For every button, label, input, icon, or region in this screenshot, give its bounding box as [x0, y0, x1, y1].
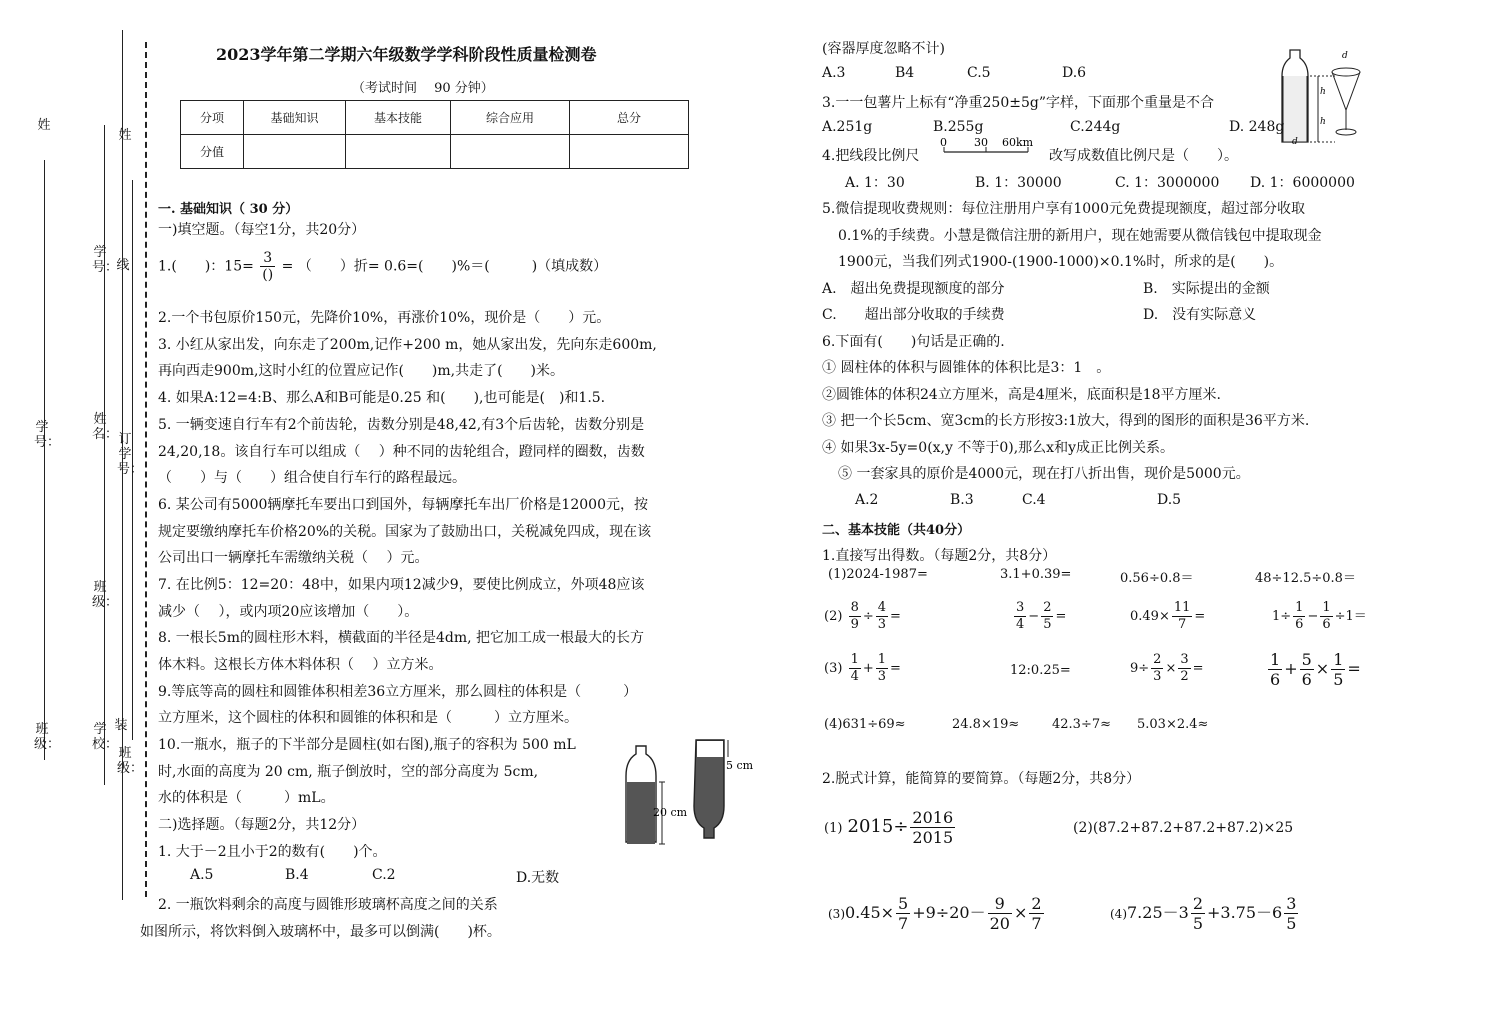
scale-label-0: 0 — [940, 136, 947, 149]
expr-1-pre: 2015÷ — [847, 816, 909, 837]
question-5-line2: 24,20,18。该自行车可以组成（ ）种不同的齿轮组合，蹬同样的圈数，齿数 — [158, 444, 645, 460]
margin-line-3 — [44, 160, 45, 760]
choice-heading: 二)选择题。（每题2分，共12分） — [158, 817, 366, 833]
margin-label-class-2: 班级： — [34, 722, 61, 752]
frac-den: 5 — [1043, 617, 1052, 632]
step-calc-heading: 2.脱式计算，能简算的要简算。（每题2分，共8分） — [822, 771, 1141, 787]
q1-part-b: = （ ）折= 0.6=( )%＝( )（填成数） — [281, 258, 608, 275]
frac-num: 3 — [1286, 894, 1297, 913]
question-2: 2.一个书包原价150元，先降价10%，再涨价10%，现价是（ ）元。 — [158, 310, 611, 326]
frac-num: 2 — [1192, 894, 1203, 913]
expr-3-pre: 0.45× — [845, 903, 895, 922]
choice-2-line1: 2. 一瓶饮料剩余的高度与圆锥形玻璃杯高度之间的关系 — [158, 897, 498, 913]
frac-num: 9 — [988, 894, 1012, 914]
margin-label-name-2: 姓 — [118, 128, 132, 143]
frac-num: 5 — [898, 894, 909, 913]
calc-1-3: 0.56÷0.8＝ — [1120, 571, 1194, 586]
choice-1-opt-b: B.4 — [285, 867, 309, 883]
calc-3-2: 12:0.25= — [1010, 663, 1071, 678]
frac-den: 5 — [1333, 670, 1344, 689]
q1-num: 3 — [260, 250, 275, 267]
part2-heading: 二、基本技能（共40分） — [822, 523, 971, 538]
score-cell — [570, 135, 689, 169]
frac-num: 2016 — [912, 808, 954, 827]
frac-den: 7 — [1177, 617, 1187, 632]
calc-2-4-post: ÷1＝ — [1334, 609, 1367, 624]
choice-2-opt-c: C.5 — [967, 65, 991, 81]
question-10-line2: 时,水面的高度为 20 cm, 瓶子倒放时，空的部分高度为 5cm, — [158, 764, 539, 780]
fig-h-label-1: h — [1320, 87, 1326, 97]
fig-h-label-2: h — [1320, 117, 1326, 127]
expr-3-label: (3) — [828, 907, 845, 921]
margin-label-student-name: 姓名： — [92, 412, 119, 442]
fig-d-label-2: d — [1292, 137, 1298, 146]
question-1 — [158, 250, 607, 283]
fig-20cm-label: 20 cm — [653, 806, 688, 819]
expr-3-mid: +9÷20－ — [912, 903, 986, 922]
calc-2-3-pre: 0.49× — [1130, 609, 1170, 624]
frac-den: 2 — [1180, 669, 1189, 684]
frac-den: 4 — [1016, 617, 1025, 632]
fig-d-label: d — [1342, 51, 1348, 61]
q1-den: () — [262, 267, 274, 283]
choice-6-opt-a: A.2 — [855, 492, 879, 508]
question-7-line2: 减少（ ），或内项20应该增加（ ）。 — [158, 604, 419, 620]
calc-2-4-pre: 1÷ — [1272, 609, 1292, 624]
margin-label-class: 班级： — [92, 580, 119, 610]
exam-time: （考试时间 90 分钟） — [352, 81, 494, 96]
choice-5-opt-d: D. 没有实际意义 — [1143, 307, 1257, 323]
frac-num: 5 — [1301, 650, 1312, 669]
page-title: 2023学年第二学期六年级数学学科阶段性质量检测卷 — [216, 45, 597, 64]
frac-num: 1 — [1333, 650, 1344, 669]
scale-label-60km: 60km — [1002, 136, 1034, 149]
frac-num: 3 — [1016, 600, 1025, 615]
note-thickness: (容器厚度忽略不计) — [822, 41, 945, 57]
question-6-line1: 6. 某公司有5000辆摩托车要出口到国外，每辆摩托车出厂价格是12000元，按 — [158, 497, 648, 513]
score-header-basic: 基础知识 — [244, 101, 346, 135]
question-10-line1: 10.一瓶水，瓶子的下半部分是圆柱(如右图),瓶子的容积为 500 mL — [158, 737, 576, 753]
expr-4-mid: +3.75－6 — [1207, 903, 1283, 922]
statement-3: ③ 把一个长5cm、宽3cm的长方形按3:1放大，得到的图形的面积是36平方米. — [822, 413, 1310, 429]
choice-5-opt-c: C. 超出部分收取的手续费 — [822, 307, 1005, 323]
choice-2-opt-a: A.3 — [822, 65, 846, 81]
statement-4: ④ 如果3x-5y=0(x,y 不等于0),那么x和y成正比例关系。 — [822, 440, 1174, 456]
calc-3-3-pre: 9÷ — [1130, 661, 1150, 676]
question-9-line2: 立方厘米，这个圆柱的体积和圆锥的体积和是（ ）立方厘米。 — [158, 710, 578, 726]
margin-label-name: 姓 — [37, 118, 51, 133]
bottle-figure — [622, 732, 762, 850]
frac-den: 9 — [850, 617, 859, 632]
frac-num: 1 — [1270, 650, 1281, 669]
frac-num: 2 — [1043, 600, 1052, 615]
choice-4-part-b: 改写成数值比例尺是（ ）。 — [1049, 148, 1238, 164]
question-7-line1: 7. 在比例5：12=20：48中，如果内项12减少9，要使比例成立，外项48应该 — [158, 577, 645, 593]
choice-1-opt-c: C.2 — [372, 867, 396, 883]
frac-den: 3 — [877, 617, 887, 632]
expr-4 — [1110, 894, 1300, 933]
frac-den: 20 — [989, 914, 1010, 933]
choice-4-part-a: 4.把线段比例尺 — [822, 148, 920, 164]
question-5-line1: 5. 一辆变速自行车有2个前齿轮，齿数分别是48,42,有3个后齿轮，齿数分别是 — [158, 417, 645, 433]
margin-label-class-3: 班级： — [117, 746, 144, 776]
frac-den: 6 — [1295, 617, 1304, 632]
choice-6: 6.下面有( )句话是正确的. — [822, 334, 1005, 350]
margin-line-2 — [104, 125, 105, 785]
choice-6-opt-d: D.5 — [1157, 492, 1182, 508]
choice-6-opt-c: C.4 — [1022, 492, 1046, 508]
frac-den: 6 — [1301, 670, 1312, 689]
choice-5-opt-a: A. 超出免费提现额度的部分 — [822, 281, 1005, 297]
statement-1: ① 圆柱体的体积与圆锥体的体积比是3：1 。 — [822, 360, 1111, 376]
question-9-line1: 9.等底等高的圆柱和圆锥体积相差36立方厘米，那么圆柱的体积是（ ） — [158, 684, 638, 700]
score-cell — [451, 135, 570, 169]
choice-4-opt-a: A. 1：30 — [845, 175, 905, 191]
calc-1-1: (1)2024-1987= — [828, 567, 928, 582]
choice-1: 1. 大于－2且小于2的数有( )个。 — [158, 844, 387, 860]
score-header-apply: 综合应用 — [451, 101, 570, 135]
choice-1-opt-d: D.无数 — [516, 870, 560, 886]
choice-2-line2: 如图所示，将饮料倒入玻璃杯中，最多可以倒满( )杯。 — [140, 924, 501, 940]
question-8-line1: 8. 一根长5m的圆柱形木料，横截面的半径是4dm, 把它加工成一根最大的长方 — [158, 630, 645, 646]
choice-5-line3: 1900元，当我们列式1900-(1900-1000)×0.1%时，所求的是( )。 — [838, 254, 1284, 270]
choice-2-opt-b: B4 — [895, 65, 915, 81]
fig-5cm-label: 5 cm — [726, 759, 754, 772]
frac-den: 7 — [1031, 914, 1042, 933]
question-10-line3: 水的体积是（ ）mL。 — [158, 790, 335, 806]
frac-num: 1 — [850, 652, 859, 667]
calc-4-3: 42.3÷7≈ — [1052, 717, 1112, 732]
frac-num: 1 — [1322, 600, 1331, 615]
question-4: 4. 如果A:12=4:B、那么A和B可能是0.25 和( ),也可能是( )和1.5. — [158, 390, 606, 406]
score-header-item: 分项 — [181, 101, 244, 135]
calc-4-2: 24.8×19≈ — [952, 717, 1020, 732]
frac-den: 6 — [1322, 617, 1331, 632]
frac-den: 3 — [1153, 669, 1162, 684]
question-3-line2: 再向西走900m,这时小红的位置应记作( )m,共走了( )米。 — [158, 363, 565, 379]
frac-num: 1 — [1295, 600, 1304, 615]
statement-2: ②圆锥体的体积24立方厘米，高是4厘米，底面积是18平方厘米. — [822, 387, 1221, 403]
statement-5: ⑤ 一套家具的原价是4000元，现在打八折出售，现价是5000元。 — [838, 466, 1250, 482]
part1-heading: 一. 基础知识（ 30 分） — [158, 202, 299, 217]
frac-den: 6 — [1270, 670, 1281, 689]
question-5-line3: （ ）与（ ）组合使自行车行的路程最远。 — [158, 470, 466, 486]
choice-5-line2: 0.1%的手续费。小慧是微信注册的新用户，现在她需要从微信钱包中提取现金 — [838, 228, 1322, 244]
calc-2-4: 1÷ $\frac{1}{6}$ − $\frac{1}{6}$ ÷1＝ — [1272, 600, 1367, 632]
choice-3-opt-d: D. 248g — [1229, 119, 1285, 135]
margin-label-id-2: 学号： — [34, 420, 61, 450]
margin-label-zhuang: 装 — [114, 718, 128, 733]
calc-2-label: (2) — [824, 609, 843, 624]
frac-num: 11 — [1173, 600, 1191, 615]
calc-4-4: 5.03×2.4≈ — [1137, 717, 1209, 732]
frac-den: 5 — [1192, 914, 1203, 933]
margin-dashed-line — [145, 42, 147, 897]
frac-num: 1 — [877, 652, 887, 667]
q1-part-a: 1.( )：15= — [158, 258, 254, 275]
score-header-skill: 基本技能 — [346, 101, 451, 135]
calc-3-label: (3) — [824, 661, 843, 676]
frac-num: 4 — [877, 600, 887, 615]
frac-num: 8 — [850, 600, 859, 615]
frac-den: 5 — [1286, 914, 1297, 933]
expr-2: (2)(87.2+87.2+87.2+87.2)×25 — [1073, 820, 1294, 836]
choice-5-line1: 5.微信提现收费规则：每位注册用户享有1000元免费提现额度，超过部分收取 — [822, 201, 1305, 217]
calc-1-4: 48÷12.5÷0.8＝ — [1255, 571, 1356, 586]
frac-den: 7 — [898, 914, 909, 933]
expr-1 — [824, 808, 957, 847]
choice-4-opt-b: B. 1：30000 — [975, 175, 1062, 191]
choice-4-opt-c: C. 1：3000000 — [1115, 175, 1220, 191]
scale-bar — [938, 134, 1038, 160]
calc-2-3: 0.49× $\frac{11}{7}$ = — [1130, 600, 1206, 632]
question-8-line2: 体木料。这根长方体木料体积（ ）立方米。 — [158, 657, 443, 673]
q1-fraction — [260, 250, 275, 283]
score-cell — [346, 135, 451, 169]
calc-4-1: (4)631÷69≈ — [824, 717, 906, 732]
calc-3-3: 9÷ $\frac{2}{3}$ × $\frac{3}{2}$ = — [1130, 652, 1204, 684]
frac-den: 4 — [850, 669, 859, 684]
drink-cup-figure — [1280, 44, 1375, 146]
choice-3: 3.一一包薯片上标有“净重250±5g”字样，下面那个重量是不合 — [822, 95, 1214, 111]
calc-2-2: $\frac{3}{4}$ − $\frac{2}{5}$ = — [1016, 600, 1067, 632]
frac-den: 3 — [877, 669, 887, 684]
margin-label-line: 线 — [116, 258, 130, 273]
direct-calc-heading: 1.直接写出得数。（每题2分，共8分） — [822, 548, 1057, 564]
choice-1-opt-a: A.5 — [190, 867, 214, 883]
frac-den: 2015 — [912, 828, 954, 847]
choice-3-opt-c: C.244g — [1070, 119, 1121, 135]
choice-3-opt-a: A.251g — [822, 119, 873, 135]
margin-label-ding: 订学号： — [117, 432, 144, 477]
calc-3-4: $\frac{1}{6}$ + $\frac{5}{6}$ × $\frac{1}{5}$ = — [1270, 650, 1361, 689]
choice-3-opt-b: B.255g — [933, 119, 984, 135]
margin-label-id: 学号： — [92, 245, 119, 275]
question-6-line2: 规定要缴纳摩托车价格20%的关税。国家为了鼓励出口，关税减免四成，现在该 — [158, 524, 652, 540]
score-row-label: 分值 — [181, 135, 244, 169]
question-6-line3: 公司出口一辆摩托车需缴纳关税（ ）元。 — [158, 550, 429, 566]
score-table — [180, 100, 689, 169]
score-header-total: 总分 — [570, 101, 689, 135]
question-3-line1: 3. 小红从家出发，向东走了200m,记作+200 m，她从家出发，先向东走600m, — [158, 337, 657, 353]
expr-3: (3)0.45× $\frac{5}{7}$ +9÷20－ $\frac{9}{20}$ × $\frac{2}{7}$ — [828, 894, 1042, 933]
frac-num: 2 — [1153, 652, 1162, 667]
fill-heading: 一)填空题。（每空1分，共20分） — [158, 222, 366, 238]
score-cell — [244, 135, 346, 169]
expr-4-pre: 7.25－3 — [1127, 903, 1189, 922]
frac-num: 2 — [1031, 894, 1042, 913]
choice-6-opt-b: B.3 — [950, 492, 974, 508]
choice-2-opt-d: D.6 — [1062, 65, 1087, 81]
calc-1-2: 3.1+0.39= — [1000, 567, 1072, 582]
margin-label-school: 学校： — [92, 722, 119, 752]
choice-4-opt-d: D. 1：6000000 — [1250, 175, 1355, 191]
choice-5-opt-b: B. 实际提出的金额 — [1143, 281, 1270, 297]
expr-4-label: (4) — [1110, 907, 1127, 921]
expr-1-label: (1) — [824, 821, 843, 836]
calc-2-1: (2) $\frac{8}{9}$ ÷ $\frac{4}{3}$ = — [824, 600, 901, 632]
frac-num: 3 — [1180, 652, 1189, 667]
scale-label-30: 30 — [974, 136, 988, 149]
calc-3-1: (3) $\frac{1}{4}$ + $\frac{1}{3}$ = — [824, 652, 901, 684]
